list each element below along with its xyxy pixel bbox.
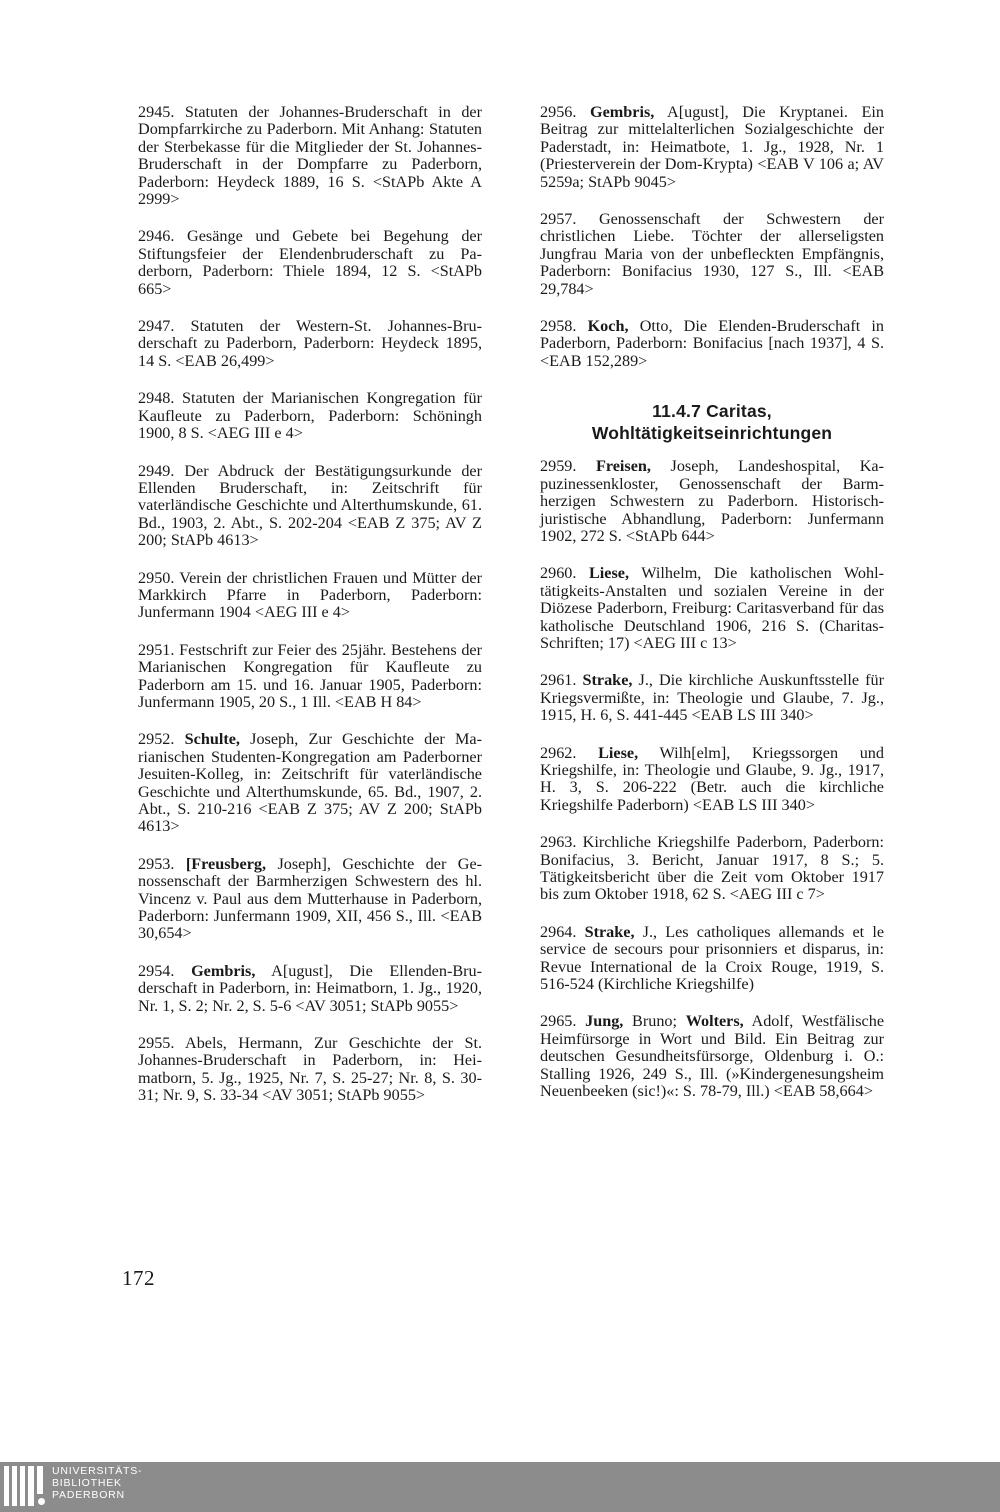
bib-entry-2958: 2958. Koch, Otto, Die Elenden-Bruderschaft in Paderborn, Paderborn: Bonifacius [nach 1937], 4 S. <EAB 152,289>	[540, 317, 885, 370]
bib-entry-2948: 2948. Statuten der Marianischen Kongregation für Kaufleute zu Paderborn, Paderborn: Schöningh 1900, 8 S. <AEG III e 4>	[138, 389, 483, 443]
bib-entry-2960: 2960. Liese, Wilhelm, Die katholischen Wohltätigkeits-Anstalten und sozialen Vereine in der Diözese Paderborn, Freiburg: Caritasverband für das katholische Deutschland 1906, 216 S. (Charitas-Schriften; 17) <AEG III c 13>	[540, 564, 884, 652]
bib-entry-2955: 2955. Abels, Hermann, Zur Geschichte der St. Johannes-Bruderschaft in Paderborn, in: Heimatborn, 5. Jg., 1925, Nr. 7, S. 25-27; Nr. 8, S. 30-31; Nr. 9, S. 33-34 <AV 3051; StAPb 9055>	[138, 1034, 482, 1105]
bib-entry-2964: 2964. Strake, J., Les catholiques allemands et le service de secours pour prisonniers et disparus, in: Revue International de la Croix Rouge, 1919, S. 516-524 (Kirchliche Kriegshilfe)	[540, 922, 884, 994]
section-heading-line2: Wohltätigkeitseinrichtungen	[591, 423, 833, 444]
bib-entry-2952: 2952. Schulte, Joseph, Zur Geschichte der Marianischen Studenten-Kongregation am Paderborner Jesuiten-Kolleg, in: Zeitschrift für vaterländische Geschichte und Alterthumskunde, 65. Bd., 1907, 2. Abt., S. 210-216 <EAB Z 375; AV Z 200; StAPb 4613>	[138, 730, 482, 836]
bib-entry-2950: 2950. Verein der christlichen Frauen und Mütter der Markkirch Pfarre in Paderborn, Paderborn: Junfermann 1904 <AEG III e 4>	[138, 568, 482, 622]
bib-entry-2961: 2961. Strake, J., Die kirchliche Auskunftsstelle für Kriegsvermißte, in: Theologie und Glaube, 7. Jg., 1915, H. 6, S. 441-445 <EAB LS III 340>	[540, 671, 885, 725]
bib-entry-2954: 2954. Gembris, A[ugust], Die Ellenden-Bruderschaft in Paderborn, in: Heimatborn, 1. Jg., 1920, Nr. 1, S. 2; Nr. 2, S. 5-6 <AV 3051; StAPb 9055>	[138, 961, 483, 1015]
bib-entry-2963: 2963. Kirchliche Kriegshilfe Paderborn, Paderborn: Bonifacius, 3. Bericht, Januar 1917, 8 S.; 5. Tätigkeitsbericht über die Zeit vom Oktober 1917 bis zum Oktober 1918, 62 S. <AEG III c 7>	[540, 833, 884, 904]
bib-entry-2945: 2945. Statuten der Johannes-Bruderschaft in der Dompfarrkirche zu Paderborn. Mit Anhang: Statuten der Sterbekasse für die Mitglieder der St. Johannes-Bruderschaft in der Dompfarre zu Paderborn, Paderborn: Heydeck 1889, 16 S. <StAPb Akte A 2999>	[138, 103, 482, 209]
logo-dot-icon	[38, 1498, 45, 1505]
bib-entry-2946: 2946. Gesänge und Gebete bei Begehung der Stiftungsfeier der Elendenbruderschaft zu Paderborn, Paderborn: Thiele 1894, 12 S. <StAPb 665>	[138, 227, 482, 298]
library-logo-text: UNIVERSITÄTS- BIBLIOTHEK PADERBORN	[52, 1465, 143, 1501]
right-column	[540, 104, 884, 1120]
bib-entry-2947: 2947. Statuten der Western-St. Johannes-Bruderschaft zu Paderborn, Paderborn: Heydeck 1895, 14 S. <EAB 26,499>	[138, 317, 483, 370]
bib-entry-2957: 2957. Genossenschaft der Schwestern der christlichen Liebe. Töchter der allerseligsten Jungfrau Maria von der unbefleckten Empfängnis, Paderborn: Bonifacius 1930, 127 S., Ill. <EAB 29,784>	[540, 210, 885, 298]
bib-entry-2965: 2965. Jung, Bruno; Wolters, Adolf, Westfälische Heimfürsorge in Wort und Bild. Ein Beitrag zur deutschen Gesundheitsfürsorge, Oldenburg i. O.: Stalling 1926, 249 S., Ill. (»Kindergenesungsheim Neuenbeeken (sic!)«: S. 78-79, Ill.) <EAB 58,664>	[540, 1012, 885, 1101]
bib-entry-2953: 2953. [Freusberg, Joseph], Geschichte der Genossenschaft der Barmherzigen Schwestern des hl. Vincenz v. Paul aus dem Mutterhause in Paderborn, Paderborn: Junfermann 1909, XII, 456 S., Ill. <EAB 30,654>	[138, 854, 483, 943]
bib-entry-2949: 2949. Der Abdruck der Bestätigungsurkunde der Ellenden Bruderschaft, in: Zeitschrift für vaterländische Geschichte und Alterthumskunde, 61. Bd., 1903, 2. Abt., S. 202-204 <EAB Z 375; AV Z 200; StAPb 4613>	[138, 461, 483, 550]
bib-entry-2951: 2951. Festschrift zur Feier des 25jähr. Bestehens der Marianischen Kongregation für Kaufleute zu Paderborn am 15. und 16. Januar 1905, Paderborn: Junfermann 1905, 20 S., 1 Ill. <EAB H 84>	[138, 640, 482, 711]
page-number: 172	[122, 1266, 155, 1290]
bib-entry-2962: 2962. Liese, Wilh[elm], Kriegssorgen und Kriegshilfe, in: Theologie und Glaube, 9. Jg., 1917, H. 3, S. 206-222 (Betr. auch die kirchliche Kriegshilfe Paderborn) <EAB LS III 340>	[540, 743, 884, 814]
left-column	[138, 104, 482, 1125]
section-heading	[540, 400, 884, 444]
bib-entry-2959: 2959. Freisen, Joseph, Landeshospital, Kapuzinessenkloster, Genossenschaft der Barmherzigen Schwestern zu Paderborn. Historisch-juristische Abhandlung, Paderborn: Junfermann 1902, 272 S. <StAPb 644>	[540, 457, 885, 545]
library-footer-bar	[0, 1462, 1000, 1512]
section-heading-line1: 11.4.7 Caritas,	[652, 401, 772, 422]
bib-entry-2956: 2956. Gembris, A[ugust], Die Kryptanei. Ein Beitrag zur mittelalterlichen Sozialgeschichte der Paderstadt, in: Heimatbote, 1. Jg., 1928, Nr. 1 (Priesterverein der Dom-Krypta) <EAB V 106 a; AV 5259a; StAPb 9045>	[540, 103, 884, 191]
